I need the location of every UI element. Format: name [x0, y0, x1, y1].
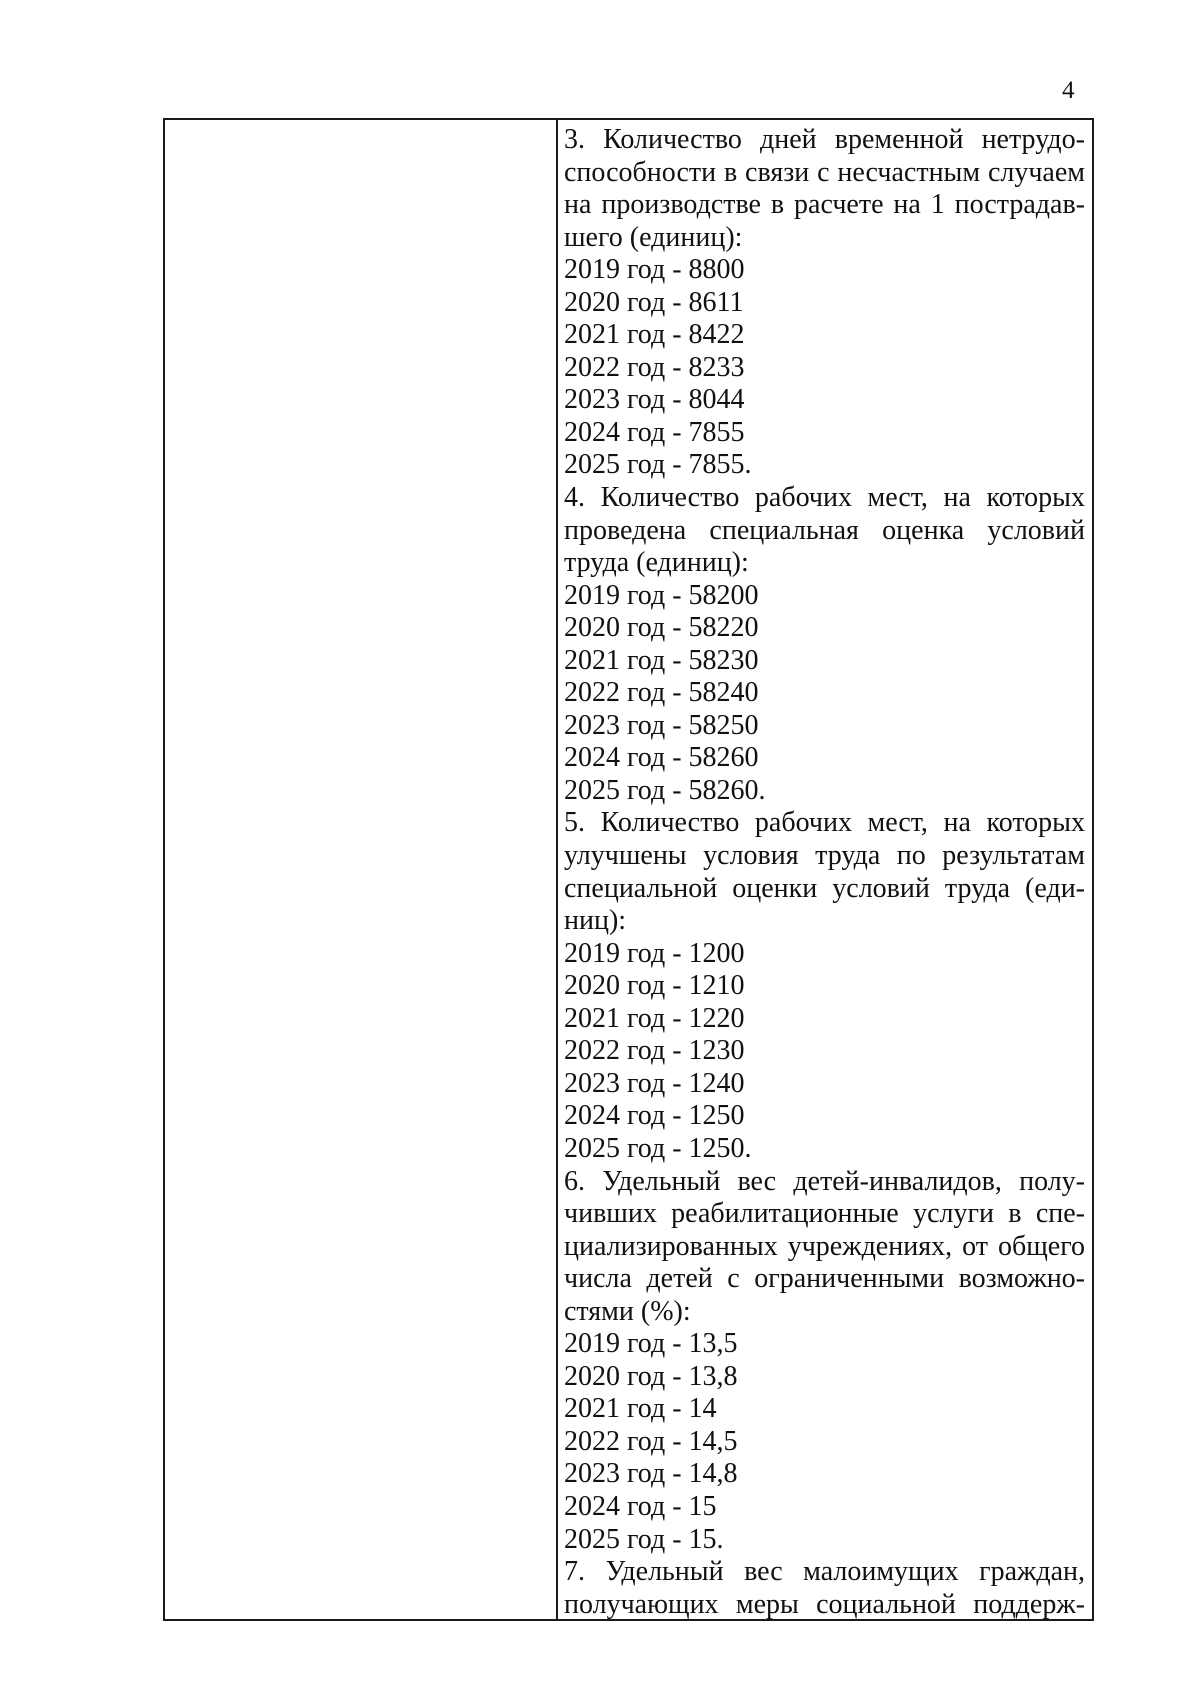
text-line: 2022 год - 1230 — [564, 1035, 745, 1067]
text-line: 2024 год - 15 — [564, 1490, 717, 1522]
right-column-cell — [564, 124, 1085, 1621]
text-line: 2021 год - 8422 — [564, 319, 745, 351]
text-line: 2023 год - 8044 — [564, 384, 745, 416]
text-line: улучшены условия труда по результатам — [564, 840, 1085, 872]
text-line: ниц): — [564, 905, 627, 937]
text-line: 2021 год - 1220 — [564, 1002, 745, 1034]
text-line: 2020 год - 1210 — [564, 970, 745, 1002]
text-line: 2025 год - 15. — [564, 1523, 724, 1555]
text-line: проведена специальная оценка условий — [564, 514, 1085, 546]
text-line: 2019 год - 58200 — [564, 579, 759, 611]
text-line: 2024 год - 7855 — [564, 416, 745, 448]
page-number: 4 — [1062, 77, 1075, 104]
text-line: 2020 год - 58220 — [564, 612, 759, 644]
text-line: 2023 год - 14,8 — [564, 1458, 738, 1490]
text-line: 2025 год - 1250. — [564, 1132, 752, 1164]
text-line: 6. Удельный вес детей-инвалидов, полу- — [564, 1165, 1085, 1197]
text-line: 2023 год - 1240 — [564, 1067, 745, 1099]
text-line: получающих меры социальной поддерж- — [564, 1588, 1085, 1620]
text-line: 2022 год - 8233 — [564, 351, 745, 383]
text-line: 2023 год - 58250 — [564, 709, 759, 741]
text-line: шего (единиц): — [564, 221, 743, 253]
column-divider — [556, 120, 558, 1619]
text-line: 4. Количество рабочих мест, на которых — [564, 482, 1085, 514]
text-line: 2024 год - 58260 — [564, 742, 759, 774]
document-table — [163, 118, 1094, 1621]
text-line: 2020 год - 8611 — [564, 286, 744, 318]
text-line: специальной оценки условий труда (еди- — [564, 872, 1085, 904]
text-line: числа детей с ограниченными возможно- — [564, 1263, 1085, 1295]
text-line: способности в связи с несчастным случаем — [564, 156, 1085, 188]
text-line: 2022 год - 14,5 — [564, 1425, 738, 1457]
text-line: 2022 год - 58240 — [564, 677, 759, 709]
text-line: 2019 год - 1200 — [564, 937, 745, 969]
text-line: 5. Количество рабочих мест, на которых — [564, 807, 1085, 839]
text-line: 7. Удельный вес малоимущих граждан, — [564, 1556, 1085, 1588]
text-line: 2025 год - 58260. — [564, 774, 766, 806]
text-line: чивших реабилитационные услуги в спе- — [564, 1198, 1085, 1230]
text-line: циализированных учреждениях, от общего — [564, 1230, 1085, 1262]
text-line: 2019 год - 13,5 — [564, 1328, 738, 1360]
text-line: на производстве в расчете на 1 пострадав- — [564, 189, 1085, 221]
text-line: 2024 год - 1250 — [564, 1100, 745, 1132]
text-line: 2020 год - 13,8 — [564, 1360, 738, 1392]
text-line: 2021 год - 14 — [564, 1393, 717, 1425]
text-line: 3. Количество дней временной нетрудо- — [564, 124, 1085, 155]
text-line: 2019 год - 8800 — [564, 254, 745, 286]
text-line: 2025 год - 7855. — [564, 449, 752, 481]
text-line: труда (единиц): — [564, 547, 749, 579]
text-line: стями (%): — [564, 1295, 691, 1327]
text-line: 2021 год - 58230 — [564, 644, 759, 676]
